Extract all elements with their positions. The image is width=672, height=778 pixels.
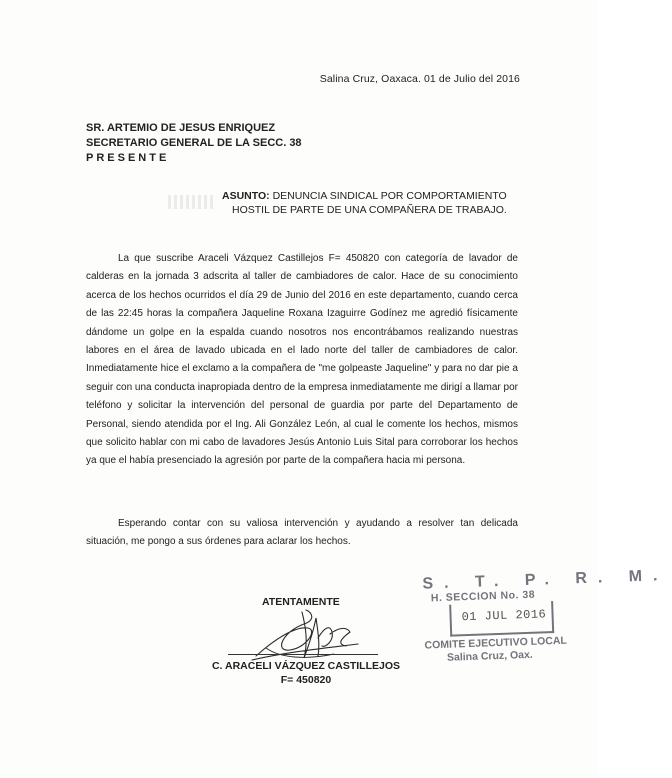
body-paragraph-1: La que suscribe Araceli Vázquez Castillejos F= 450820 con categoría de lavador de calderas en la jornada 3 adscrita al taller de cambiadores de calor. Hace de su conocimiento acerca de los hechos ocurridos el día 29 de Junio del 2016 en este departamento, cuando cerca de las 22:45 horas la compañera Jaqueline Roxana Izaguirre Godínez me agredió físicamente dándome un golpe en la espalda cuando nosotros nos encontrábamos realizando nuestras labores en el área de lavado ubicada en el lado norte del taller de cambiadores de calor. Inmediatamente hice el exclamo a la compañera de "me golpeaste Jaqueline" y para no dar pie a seguir con una conducta inapropiada dentro de la empresa inmediatamente me dirigí a llamar por teléfono y solicitar la intervención del personal de guardia por parte del Departamento de Personal, siendo atendida por el Ing. Ali González León, al cual le comente los hechos, mismos que solicito hablar con mi cabo de lavadores Jesús Antonio Luis Sital para corroborar los hechos ya que el había presenciado la agresión por parte de la compañera hacia mi persona. bbox=[86, 253, 518, 467]
faint-bleed-through bbox=[168, 195, 216, 209]
stamp-section: H. SECCION No. 38 bbox=[430, 588, 536, 605]
date-line: Salina Cruz, Oaxaca. 01 de Julio del 2016 bbox=[319, 73, 520, 85]
subject-block bbox=[222, 189, 532, 217]
closing-paragraph-block bbox=[86, 515, 518, 552]
subject-label: ASUNTO: bbox=[222, 190, 270, 202]
addressee-name: SR. ARTEMIO DE JESUS ENRIQUEZ bbox=[86, 122, 276, 134]
subject-line-2: HOSTIL DE PARTE DE UNA COMPAÑERA DE TRABAJO. bbox=[232, 204, 507, 216]
stamp-committee: COMITE EJECUTIVO LOCAL bbox=[424, 634, 568, 652]
closing-salutation: ATENTAMENTE bbox=[262, 596, 340, 608]
addressee-title: SECRETARIO GENERAL DE LA SECC. 38 bbox=[86, 137, 302, 149]
signature-line bbox=[228, 654, 378, 655]
stamp-location: Salina Cruz, Oax. bbox=[446, 648, 533, 664]
subject-line-1: DENUNCIA SINDICAL POR COMPORTAMIENTO bbox=[272, 190, 507, 202]
addressee-presente: PRESENTE bbox=[86, 152, 170, 164]
stamp-date-box bbox=[449, 601, 554, 637]
union-stamp bbox=[416, 567, 669, 686]
body-paragraph-2: Esperando contar con su valiosa intervención y ayudando a resolver tan delicada situación, me pongo a sus órdenes para aclarar los hechos. bbox=[86, 518, 518, 548]
addressee-block bbox=[86, 121, 302, 166]
stamp-union-acronym: S. T. P. R. M. bbox=[422, 567, 669, 593]
signer-ficha: F= 450820 bbox=[280, 674, 332, 686]
signer-name: C. ARACELI VÁZQUEZ CASTILLEJOS bbox=[211, 660, 401, 672]
signer-block bbox=[206, 659, 406, 687]
letter-body bbox=[86, 250, 518, 471]
stamp-date: 01 JUL 2016 bbox=[461, 607, 547, 625]
